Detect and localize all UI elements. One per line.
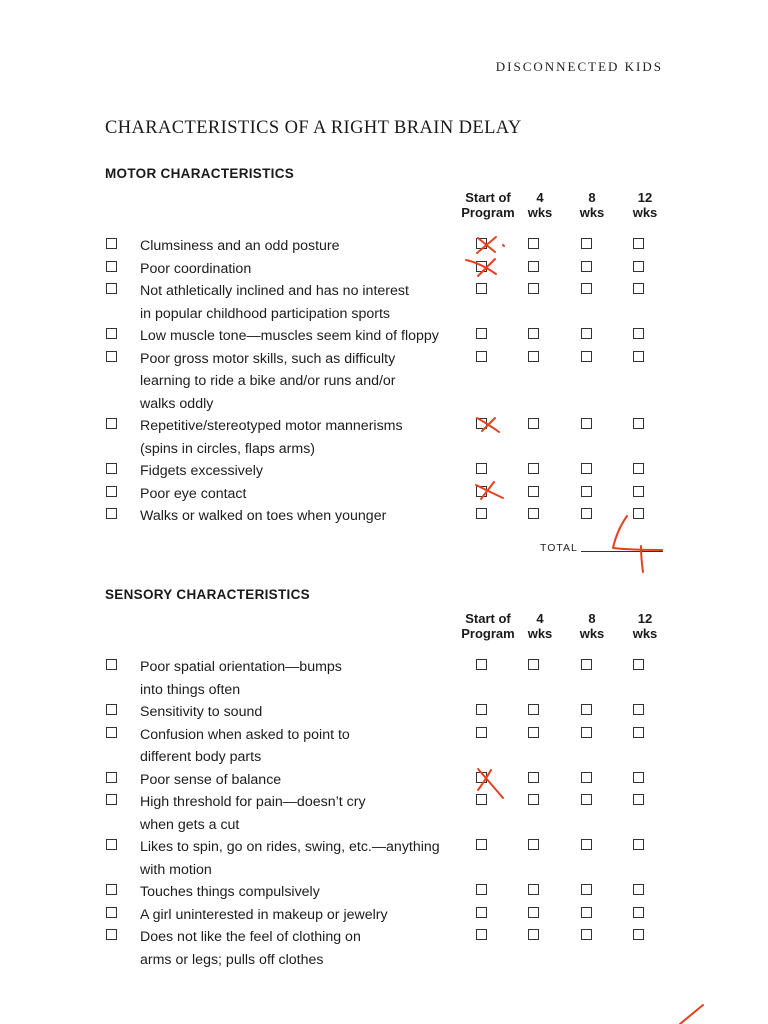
item-label-line: Does not like the feel of clothing on	[140, 929, 361, 945]
checklist-row	[0, 348, 768, 412]
item-label-line: Likes to spin, go on rides, swing, etc.—anything	[140, 839, 440, 855]
checklist-row	[0, 460, 768, 482]
checkbox-start[interactable]	[476, 907, 487, 918]
column-header-start-line1: Start of	[465, 611, 511, 626]
item-checkbox[interactable]	[106, 261, 117, 272]
item-label	[140, 836, 470, 881]
checkbox-12wks[interactable]	[633, 727, 644, 738]
item-checkbox[interactable]	[106, 794, 117, 805]
checkbox-start[interactable]	[476, 508, 487, 519]
checklist-row	[0, 904, 768, 926]
checklist-row	[0, 836, 768, 878]
checklist-row	[0, 483, 768, 505]
item-checkbox[interactable]	[106, 839, 117, 850]
item-label	[140, 881, 470, 904]
checkbox-8wks[interactable]	[581, 884, 592, 895]
item-label	[140, 505, 470, 528]
checkbox-4wks[interactable]	[528, 839, 539, 850]
item-label	[140, 280, 470, 325]
item-label-line: Touches things compulsively	[140, 884, 320, 900]
checklist-row	[0, 258, 768, 280]
column-header-12wks-line2: wks	[632, 205, 658, 220]
column-header-8wks-line1: 8	[588, 190, 596, 205]
checklist-row	[0, 724, 768, 765]
checkbox-8wks[interactable]	[581, 794, 592, 805]
item-label-line: with motion	[140, 861, 212, 878]
item-label-line: (spins in circles, flaps arms)	[140, 440, 316, 457]
item-label-line: Walks or walked on toes when younger	[140, 508, 387, 524]
checkbox-start[interactable]	[476, 772, 487, 783]
checkbox-start[interactable]	[476, 794, 487, 805]
column-header-4wks-line1: 4	[536, 190, 544, 205]
checkbox-8wks[interactable]	[581, 704, 592, 715]
checkbox-start[interactable]	[476, 704, 487, 715]
column-header-12wks	[610, 190, 680, 220]
checklist-row	[0, 881, 768, 903]
column-header-start-line2: Program	[461, 205, 515, 220]
checklist-row	[0, 791, 768, 833]
column-header-8wks-line2: wks	[579, 626, 605, 641]
checkbox-start[interactable]	[476, 839, 487, 850]
checkbox-12wks[interactable]	[633, 238, 644, 249]
checkbox-8wks[interactable]	[581, 418, 592, 429]
item-label-line: Poor eye contact	[140, 485, 247, 502]
page-title: CHARACTERISTICS OF A RIGHT BRAIN DELAY	[105, 118, 522, 138]
checkbox-4wks[interactable]	[528, 328, 539, 339]
item-label-line: Low muscle tone—muscles seem kind of floppy	[140, 328, 439, 344]
total-label: TOTAL	[540, 542, 578, 554]
item-label-line: Poor coordination	[140, 260, 252, 277]
item-label	[140, 656, 470, 701]
total-row	[540, 540, 665, 556]
checkbox-12wks[interactable]	[633, 508, 644, 519]
checkbox-12wks[interactable]	[633, 659, 644, 670]
checkbox-start[interactable]	[476, 418, 487, 429]
checkbox-12wks[interactable]	[633, 418, 644, 429]
item-label-line: learning to ride a bike and/or runs and/or	[140, 373, 396, 389]
checkbox-8wks[interactable]	[581, 328, 592, 339]
checklist-row	[0, 325, 768, 347]
checkbox-4wks[interactable]	[528, 772, 539, 783]
checkbox-start[interactable]	[476, 261, 487, 272]
checkbox-8wks[interactable]	[581, 351, 592, 362]
checkbox-12wks[interactable]	[633, 283, 644, 294]
checkbox-8wks[interactable]	[581, 839, 592, 850]
item-checkbox[interactable]	[106, 283, 117, 294]
item-checkbox[interactable]	[106, 727, 117, 738]
item-checkbox[interactable]	[106, 508, 117, 519]
checkbox-start[interactable]	[476, 659, 487, 670]
column-header-8wks-line1: 8	[588, 611, 596, 626]
item-label	[140, 460, 470, 483]
checkbox-12wks[interactable]	[633, 261, 644, 272]
item-checkbox[interactable]	[106, 929, 117, 940]
column-header-start-line2: Program	[461, 626, 515, 641]
checkbox-4wks[interactable]	[528, 884, 539, 895]
column-header-4wks-line2: wks	[527, 205, 553, 220]
checkbox-8wks[interactable]	[581, 772, 592, 783]
item-label-line: into things often	[140, 681, 241, 698]
motor-heading: MOTOR CHARACTERISTICS	[105, 166, 295, 181]
item-checkbox[interactable]	[106, 351, 117, 362]
checkbox-12wks[interactable]	[633, 328, 644, 339]
item-label-line: Poor gross motor skills, such as difficulty	[140, 350, 396, 367]
checklist-row	[0, 280, 768, 322]
item-label-line: walks oddly	[140, 395, 214, 412]
checkbox-12wks[interactable]	[633, 463, 644, 474]
item-checkbox[interactable]	[106, 907, 117, 918]
column-header-start-line1: Start of	[465, 190, 511, 205]
item-label-line: Poor spatial orientation—bumps	[140, 659, 342, 675]
checkbox-8wks[interactable]	[581, 486, 592, 497]
column-header-12wks-line1: 12	[637, 190, 653, 205]
checklist-row	[0, 701, 768, 723]
checkbox-4wks[interactable]	[528, 508, 539, 519]
checkbox-start[interactable]	[476, 463, 487, 474]
checkbox-12wks[interactable]	[633, 884, 644, 895]
item-label	[140, 724, 470, 769]
column-header-12wks	[610, 611, 680, 641]
item-label	[140, 926, 470, 971]
item-checkbox[interactable]	[106, 418, 117, 429]
item-label-line: Fidgets excessively	[140, 463, 264, 479]
checkbox-4wks[interactable]	[528, 794, 539, 805]
item-label-line: when gets a cut	[140, 816, 240, 833]
item-label-line: A girl uninterested in makeup or jewelry	[140, 906, 388, 923]
checkbox-8wks[interactable]	[581, 929, 592, 940]
sensory-heading: SENSORY CHARACTERISTICS	[105, 587, 310, 602]
item-checkbox[interactable]	[106, 463, 117, 474]
item-checkbox[interactable]	[106, 486, 117, 497]
checkbox-4wks[interactable]	[528, 659, 539, 670]
item-label	[140, 769, 470, 792]
item-checkbox[interactable]	[106, 884, 117, 895]
checkbox-8wks[interactable]	[581, 238, 592, 249]
item-label	[140, 415, 470, 460]
total-line	[581, 551, 663, 552]
checkbox-4wks[interactable]	[528, 261, 539, 272]
checkbox-4wks[interactable]	[528, 418, 539, 429]
checkbox-12wks[interactable]	[633, 351, 644, 362]
item-label-line: Repetitive/stereotyped motor mannerisms	[140, 418, 403, 434]
item-label-line: different body parts	[140, 749, 262, 765]
item-label-line: Clumsiness and an odd posture	[140, 238, 340, 254]
item-label-line: arms or legs; pulls off clothes	[140, 951, 324, 968]
checkbox-4wks[interactable]	[528, 727, 539, 738]
item-label	[140, 348, 470, 416]
item-checkbox[interactable]	[106, 704, 117, 715]
checklist-row	[0, 235, 768, 257]
item-label-line: in popular childhood participation sports	[140, 305, 391, 322]
checkbox-12wks[interactable]	[633, 929, 644, 940]
running-head: DISCONNECTED KIDS	[495, 59, 663, 74]
item-checkbox[interactable]	[106, 238, 117, 249]
checkbox-8wks[interactable]	[581, 261, 592, 272]
checkbox-start[interactable]	[476, 328, 487, 339]
item-checkbox[interactable]	[106, 328, 117, 339]
item-checkbox[interactable]	[106, 659, 117, 670]
checkbox-12wks[interactable]	[633, 839, 644, 850]
checkbox-12wks[interactable]	[633, 486, 644, 497]
stray-ink-mark	[680, 1005, 703, 1024]
item-label	[140, 701, 470, 724]
item-checkbox[interactable]	[106, 772, 117, 783]
checkbox-start[interactable]	[476, 486, 487, 497]
item-label-line: Not athletically inclined and has no interest	[140, 283, 409, 299]
item-label-line: Poor sense of balance	[140, 771, 282, 788]
checklist-row	[0, 415, 768, 457]
column-header-8wks-line2: wks	[579, 205, 605, 220]
checkbox-start[interactable]	[476, 884, 487, 895]
checkbox-8wks[interactable]	[581, 508, 592, 519]
item-label	[140, 483, 470, 506]
item-label	[140, 258, 470, 281]
item-label	[140, 791, 470, 836]
checkbox-12wks[interactable]	[633, 794, 644, 805]
checkbox-12wks[interactable]	[633, 907, 644, 918]
checkbox-start[interactable]	[476, 727, 487, 738]
checkbox-12wks[interactable]	[633, 704, 644, 715]
column-header-12wks-line1: 12	[637, 611, 653, 626]
checkbox-4wks[interactable]	[528, 463, 539, 474]
checkbox-start[interactable]	[476, 283, 487, 294]
checkbox-8wks[interactable]	[581, 463, 592, 474]
checkbox-4wks[interactable]	[528, 238, 539, 249]
checkbox-8wks[interactable]	[581, 907, 592, 918]
item-label-line: Sensitivity to sound	[140, 704, 263, 720]
checkbox-8wks[interactable]	[581, 727, 592, 738]
checklist-row	[0, 926, 768, 968]
checkbox-4wks[interactable]	[528, 907, 539, 918]
checkbox-4wks[interactable]	[528, 929, 539, 940]
item-label	[140, 325, 470, 348]
checklist-row	[0, 656, 768, 698]
column-header-4wks-line2: wks	[527, 626, 553, 641]
checklist-row	[0, 505, 768, 527]
checkbox-4wks[interactable]	[528, 351, 539, 362]
column-header-4wks-line1: 4	[536, 611, 544, 626]
item-label-line: High threshold for pain—doesn’t cry	[140, 794, 366, 810]
checkbox-start[interactable]	[476, 929, 487, 940]
checkbox-start[interactable]	[476, 351, 487, 362]
checkbox-8wks[interactable]	[581, 659, 592, 670]
checkbox-4wks[interactable]	[528, 283, 539, 294]
checkbox-start[interactable]	[476, 238, 487, 249]
item-label	[140, 235, 470, 258]
item-label-line: Confusion when asked to point to	[140, 726, 350, 743]
item-label	[140, 904, 470, 927]
column-header-12wks-line2: wks	[632, 626, 658, 641]
checklist-row	[0, 769, 768, 791]
checkbox-8wks[interactable]	[581, 283, 592, 294]
checkbox-4wks[interactable]	[528, 486, 539, 497]
checkbox-12wks[interactable]	[633, 772, 644, 783]
checkbox-4wks[interactable]	[528, 704, 539, 715]
